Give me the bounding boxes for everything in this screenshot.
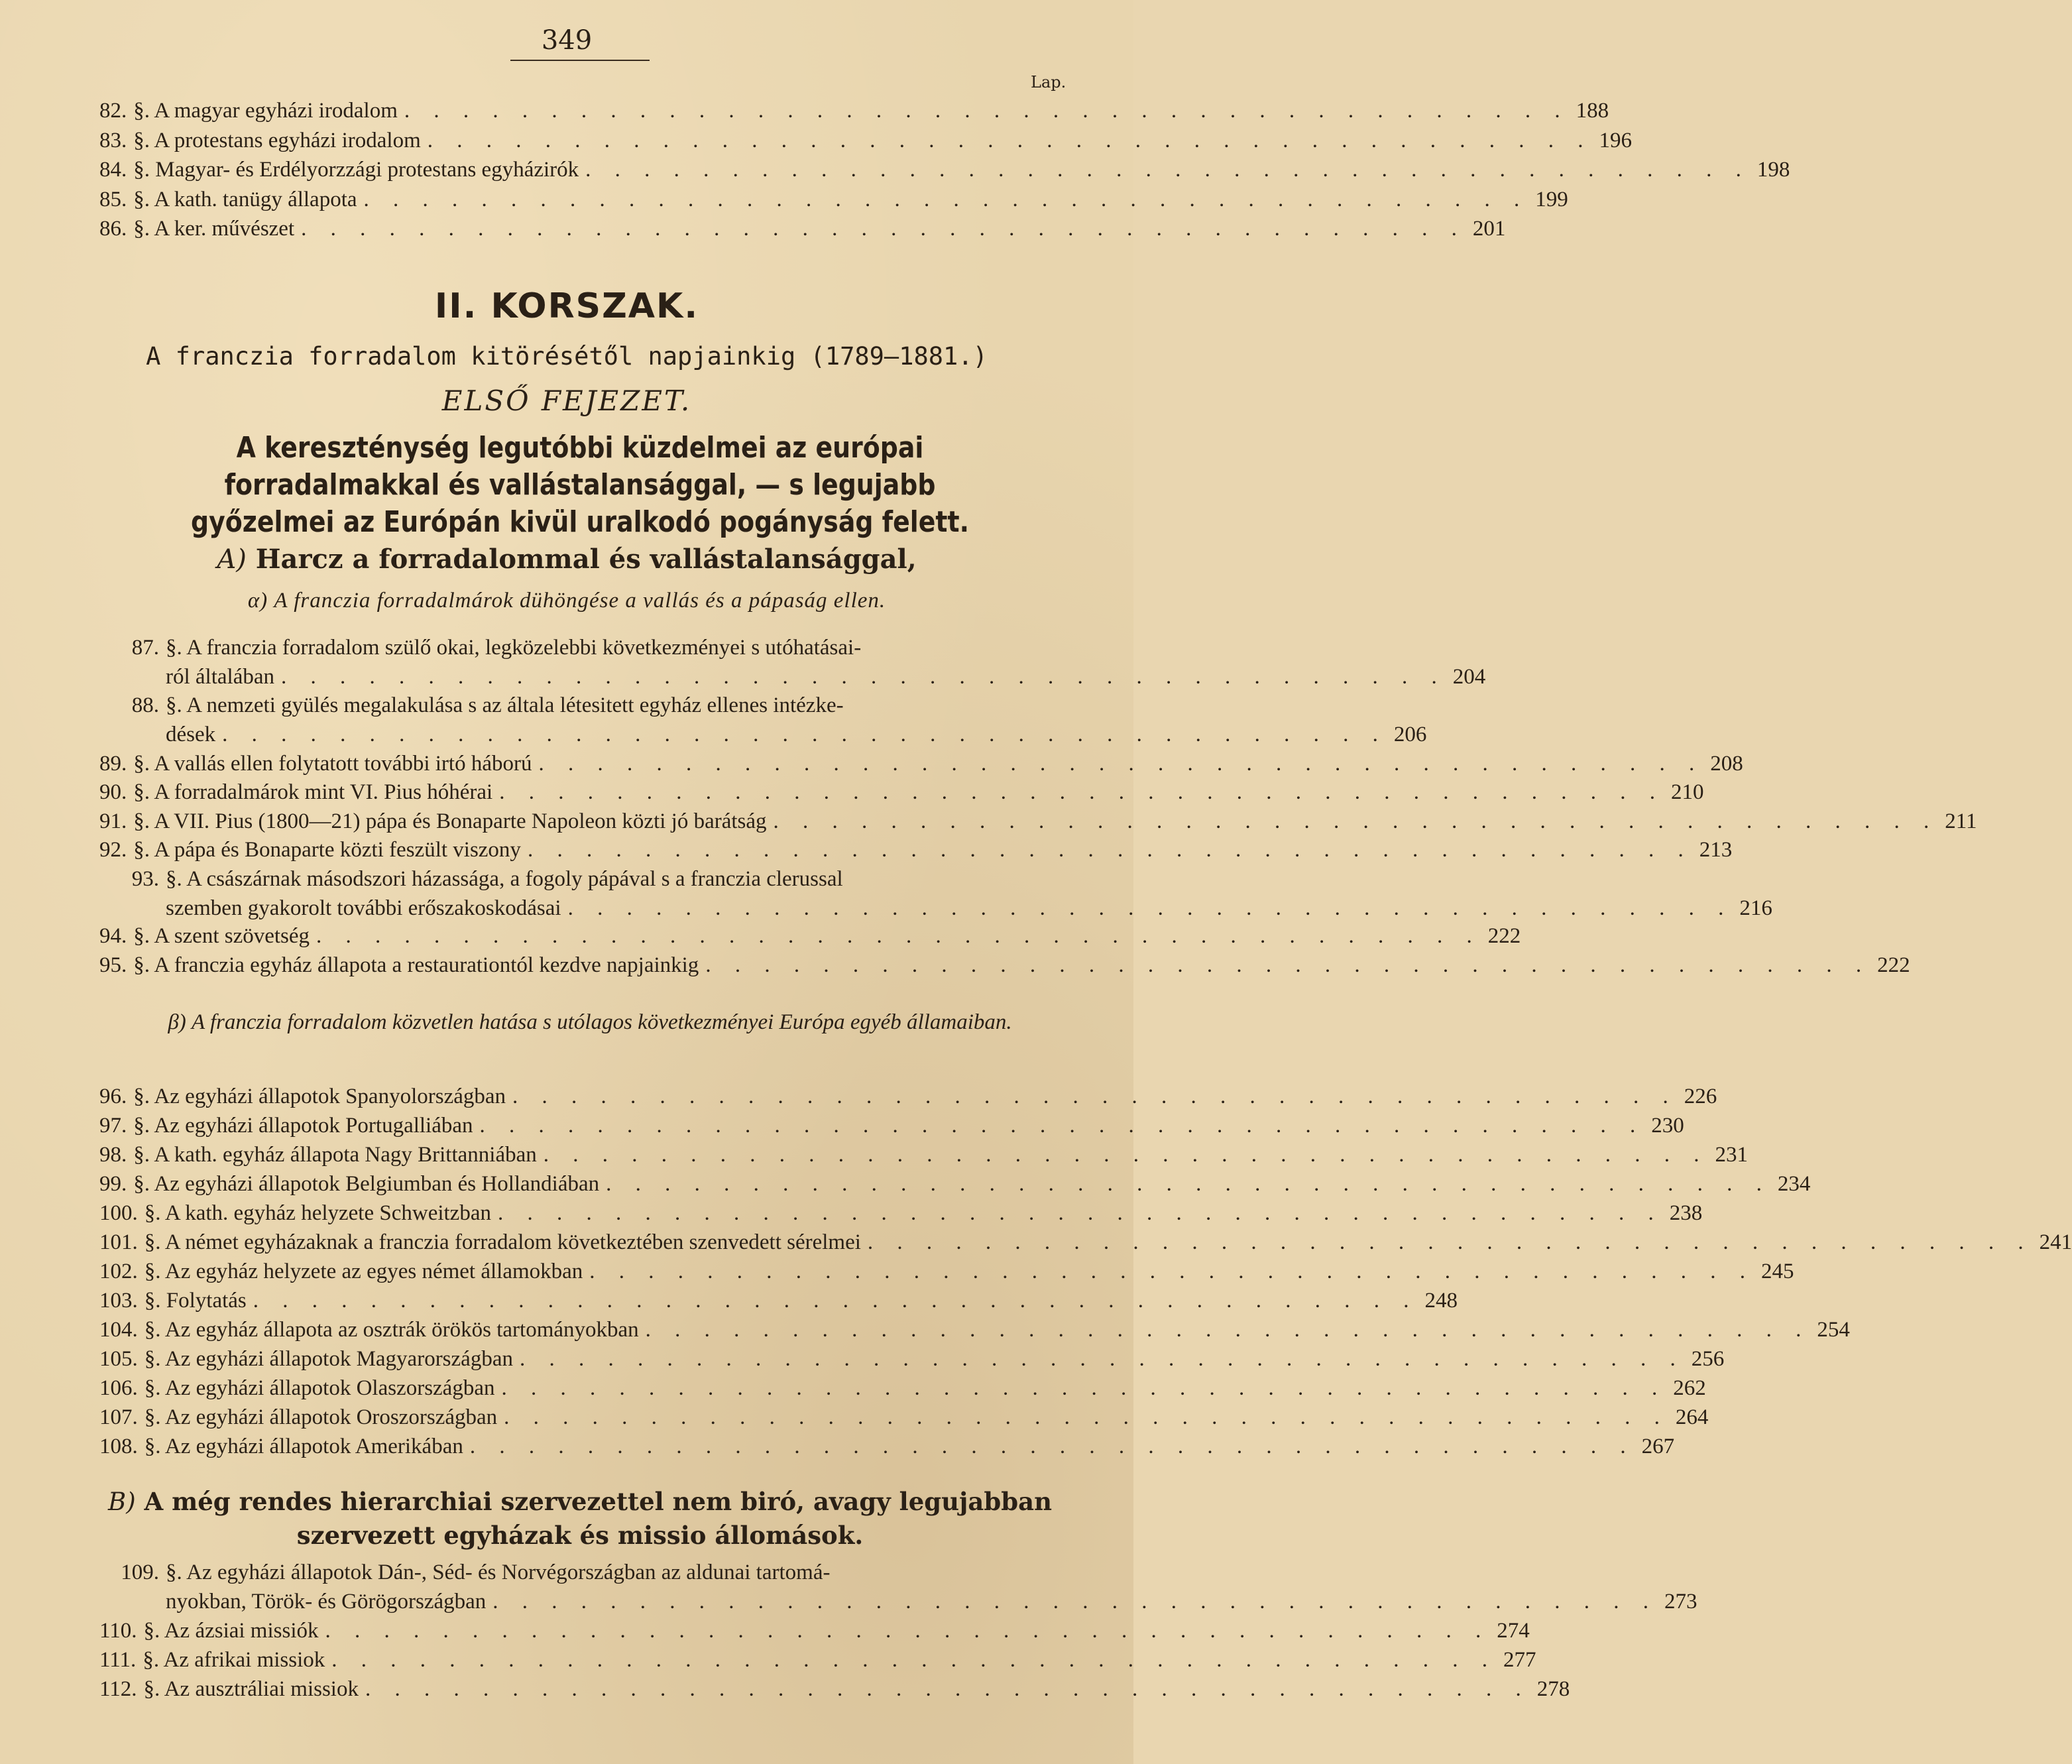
entry-number: 98. bbox=[99, 1143, 127, 1167]
entry-number: 87. bbox=[131, 636, 159, 660]
entry-number: 95. bbox=[99, 953, 127, 977]
entry-text: §. Az ázsiai missiók bbox=[143, 1619, 319, 1643]
entry-text-continuation: szemben gyakorolt további erőszakoskodásai bbox=[166, 896, 561, 920]
entry-text: §. Az ausztráliai missiok bbox=[143, 1677, 359, 1701]
entry-page: 230 bbox=[1651, 1114, 1684, 1138]
toc-entry bbox=[99, 807, 1977, 836]
entry-page: 245 bbox=[1761, 1260, 1794, 1283]
entry-number: 104. bbox=[99, 1318, 138, 1342]
entry-text: §. A protestans egyházi irodalom bbox=[133, 129, 421, 152]
leader-dots: . . . . . . . . . . . . . . . . . . . . . . . . . . . . . . . . . . . . . . . . bbox=[331, 1648, 1497, 1672]
entry-number: 99. bbox=[99, 1172, 127, 1196]
leader-dots: . . . . . . . . . . . . . . . . . . . . . . . . . . . . . . . . . . . . . . . . bbox=[469, 1435, 1635, 1458]
leader-dots: . . . . . . . . . . . . . . . . . . . . . . . . . . . . . . . . . . . . . . . . bbox=[645, 1318, 1811, 1342]
toc-entry bbox=[99, 1675, 1570, 1704]
toc-entry bbox=[99, 126, 1632, 155]
entry-page: 248 bbox=[1424, 1289, 1458, 1313]
entry-number: 101. bbox=[99, 1230, 138, 1254]
subsection-beta-heading: β) A franczia forradalom közvetlen hatása s utólagos következményei Európa egyéb államaiban. bbox=[168, 1010, 1012, 1034]
entry-text: §. Az egyházi állapotok Spanyolországban bbox=[133, 1085, 506, 1108]
toc-entry bbox=[99, 835, 1733, 864]
entry-text: §. Az egyházi állapotok Belgiumban és Hollandiában bbox=[133, 1172, 600, 1196]
leader-dots: . . . . . . . . . . . . . . . . . . . . . . . . . . . . . . . . . . . . . . . . bbox=[492, 1590, 1658, 1614]
entry-text: §. Az egyházi állapotok Magyarországban bbox=[144, 1347, 513, 1371]
entry-text: §. A VII. Pius (1800—21) pápa és Bonaparte Napoleon közti jó barátság bbox=[133, 809, 767, 833]
entry-text: §. Az egyház állapota az osztrák örökös tartományokban bbox=[144, 1318, 639, 1342]
entry-number: 112. bbox=[99, 1677, 137, 1701]
leader-dots: . . . . . . . . . . . . . . . . . . . . . . . . . . . . . . . . . . . . . . . . bbox=[479, 1114, 1645, 1138]
entry-number: 105. bbox=[99, 1347, 138, 1371]
entry-text: §. A császárnak másodszori házassága, a fogoly pápával s a franczia clerussal bbox=[166, 867, 843, 891]
entry-page: 208 bbox=[1710, 752, 1743, 776]
toc-entry bbox=[99, 1169, 1811, 1199]
section-b-title: A még rendes hierarchiai szervezettel nem biró, avagy legujabban szervezett egyházak és missio állomások. bbox=[144, 1487, 1052, 1550]
entry-page: 199 bbox=[1535, 188, 1568, 211]
entry-text: §. A magyar egyházi irodalom bbox=[133, 99, 398, 123]
leader-dots: . . . . . . . . . . . . . . . . . . . . . . . . . . . . . . . . . . . . . . . . bbox=[253, 1289, 1418, 1313]
section-b-letter: B) bbox=[108, 1488, 136, 1516]
section-b-heading bbox=[93, 1485, 1067, 1552]
entry-text: §. A kath. egyház helyzete Schweitzban bbox=[144, 1201, 491, 1225]
entry-number: 92. bbox=[99, 838, 127, 862]
toc-entry bbox=[99, 1111, 1684, 1140]
toc-entry bbox=[99, 1199, 1703, 1228]
section-a-heading bbox=[0, 544, 1133, 575]
entry-page: 273 bbox=[1664, 1590, 1698, 1614]
leader-dots: . . . . . . . . . . . . . . . . . . . . . . . . . . . . . . . . . . . . . . . . bbox=[365, 1677, 1530, 1701]
entry-text: §. A kath. tanügy állapota bbox=[133, 188, 357, 211]
entry-number: 82. bbox=[99, 99, 127, 123]
toc-entry bbox=[99, 214, 1506, 243]
toc-entry bbox=[99, 1616, 1530, 1645]
page-column-label: Lap. bbox=[1031, 73, 1066, 91]
leader-dots: . . . . . . . . . . . . . . . . . . . . . . . . . . . . . . . . . . . . . . . . bbox=[589, 1260, 1755, 1283]
entry-text: §. Az egyházi állapotok Olaszországban bbox=[144, 1376, 495, 1400]
toc-entry bbox=[99, 1558, 1698, 1616]
entry-number: 91. bbox=[99, 809, 127, 833]
entry-text: §. A német egyházaknak a franczia forradalom következtében szenvedett sérelmei bbox=[144, 1230, 861, 1254]
entry-page: 222 bbox=[1877, 953, 1910, 977]
subsection-alpha-heading: α) A franczia forradalmárok dühöngése a vallás és a pápaság ellen. bbox=[247, 589, 886, 613]
entry-number: 107. bbox=[99, 1405, 138, 1429]
leader-dots: . . . . . . . . . . . . . . . . . . . . . . . . . . . . . . . . . . . . . . . . bbox=[316, 924, 1481, 948]
entry-number: 109. bbox=[121, 1560, 159, 1584]
leader-dots: . . . . . . . . . . . . . . . . . . . . . . . . . . . . . . . . . . . . . . . . bbox=[773, 809, 1939, 833]
entry-page: 238 bbox=[1669, 1201, 1703, 1225]
korszak-subtitle: A franczia forradalom kitörésétől napjainkig (1789—1881.) bbox=[146, 342, 988, 371]
entry-number: 90. bbox=[99, 780, 127, 804]
entry-page: 241 bbox=[2039, 1230, 2072, 1254]
entry-text: §. Folytatás bbox=[144, 1289, 247, 1313]
entry-number: 103. bbox=[99, 1289, 138, 1313]
entry-text: §. A franczia forradalom szülő okai, legközelebbi következményei s utóhatásai- bbox=[166, 636, 862, 660]
leader-dots: . . . . . . . . . . . . . . . . . . . . . . . . . . . . . . . . . . . . . . . . bbox=[527, 838, 1693, 862]
entry-page: 256 bbox=[1691, 1347, 1725, 1371]
toc-entry bbox=[99, 633, 1486, 691]
toc-entry bbox=[99, 1432, 1675, 1461]
entry-text: §. Az egyházi állapotok Amerikában bbox=[144, 1435, 463, 1458]
entry-page: 231 bbox=[1715, 1143, 1748, 1167]
toc-entry bbox=[99, 1286, 1458, 1315]
entry-number: 84. bbox=[99, 158, 127, 182]
toc-entry bbox=[99, 951, 1910, 980]
entry-number: 86. bbox=[99, 217, 127, 241]
toc-entry bbox=[99, 155, 1790, 184]
section-a-letter: A) bbox=[217, 544, 247, 575]
toc-entry bbox=[99, 1315, 1850, 1344]
leader-dots: . . . . . . . . . . . . . . . . . . . . . . . . . . . . . . . . . . . . . . . . bbox=[519, 1347, 1685, 1371]
entry-text-continuation: dések bbox=[166, 723, 216, 746]
entry-text: §. Az egyházi állapotok Portugalliában bbox=[133, 1114, 473, 1138]
korszak-title: II. KORSZAK. bbox=[434, 286, 699, 326]
toc-entry bbox=[99, 1257, 1794, 1286]
entry-page: 206 bbox=[1393, 723, 1427, 746]
leader-dots: . . . . . . . . . . . . . . . . . . . . . . . . . . . . . . . . . . . . . . . . bbox=[499, 780, 1664, 804]
entry-number: 111. bbox=[99, 1648, 137, 1672]
toc-entry bbox=[99, 1374, 1706, 1403]
leader-dots: . . . . . . . . . . . . . . . . . . . . . . . . . . . . . . . . . . . . . . . . bbox=[427, 129, 1593, 152]
toc-entry bbox=[99, 96, 1609, 125]
leader-dots: . . . . . . . . . . . . . . . . . . . . . . . . . . . . . . . . . . . . . . . . bbox=[606, 1172, 1771, 1196]
entry-number: 85. bbox=[99, 188, 127, 211]
entry-text: §. A nemzeti gyülés megalakulása s az általa létesitett egyház ellenes intézke- bbox=[166, 693, 844, 717]
entry-number: 94. bbox=[99, 924, 127, 948]
toc-entry bbox=[99, 691, 1427, 749]
leader-dots: . . . . . . . . . . . . . . . . . . . . . . . . . . . . . . . . . . . . . . . . bbox=[281, 665, 1446, 689]
leader-dots: . . . . . . . . . . . . . . . . . . . . . . . . . . . . . . . . . . . . . . . . bbox=[705, 953, 1871, 977]
page-number-rule bbox=[510, 60, 650, 61]
entry-page: 188 bbox=[1576, 99, 1609, 123]
toc-entry bbox=[99, 1403, 1709, 1432]
entry-text: §. A szent szövetség bbox=[133, 924, 310, 948]
leader-dots: . . . . . . . . . . . . . . . . . . . . . . . . . . . . . . . . . . . . . . . . bbox=[567, 896, 1733, 920]
entry-page: 267 bbox=[1641, 1435, 1675, 1458]
toc-entry bbox=[99, 185, 1568, 214]
entry-page: 254 bbox=[1817, 1318, 1850, 1342]
entry-text: §. A vallás ellen folytatott további irtó háború bbox=[133, 752, 532, 776]
entry-page: 216 bbox=[1739, 896, 1772, 920]
entry-page: 211 bbox=[1945, 809, 1977, 833]
toc-entry bbox=[99, 1228, 2072, 1257]
entry-text: §. A forradalmárok mint VI. Pius hóhérai bbox=[133, 780, 493, 804]
entry-page: 278 bbox=[1536, 1677, 1570, 1701]
entry-text: §. Az egyház helyzete az egyes német államokban bbox=[144, 1260, 583, 1283]
leader-dots: . . . . . . . . . . . . . . . . . . . . . . . . . . . . . . . . . . . . . . . . bbox=[538, 752, 1704, 776]
entry-page: 234 bbox=[1777, 1172, 1811, 1196]
entry-number: 97. bbox=[99, 1114, 127, 1138]
entry-text: §. Az egyházi állapotok Dán-, Séd- és Norvégországban az aldunai tartomá- bbox=[166, 1560, 831, 1584]
leader-dots: . . . . . . . . . . . . . . . . . . . . . . . . . . . . . . . . . . . . . . . . bbox=[404, 99, 1570, 123]
entry-number: 88. bbox=[131, 693, 159, 717]
entry-page: 204 bbox=[1452, 665, 1486, 689]
leader-dots: . . . . . . . . . . . . . . . . . . . . . . . . . . . . . . . . . . . . . . . . bbox=[501, 1376, 1667, 1400]
entry-text: §. A pápa és Bonaparte közti feszült viszony bbox=[133, 838, 521, 862]
leader-dots: . . . . . . . . . . . . . . . . . . . . . . . . . . . . . . . . . . . . . . . . bbox=[301, 217, 1466, 241]
entry-text: §. A kath. egyház állapota Nagy Brittanniában bbox=[133, 1143, 537, 1167]
entry-number: 89. bbox=[99, 752, 127, 776]
leader-dots: . . . . . . . . . . . . . . . . . . . . . . . . . . . . . . . . . . . . . . . . bbox=[363, 188, 1529, 211]
entry-page: 226 bbox=[1684, 1085, 1717, 1108]
entry-page: 264 bbox=[1675, 1405, 1709, 1429]
entry-number: 106. bbox=[99, 1376, 138, 1400]
toc-entry bbox=[99, 1645, 1536, 1675]
section-a-title: Harcz a forradalommal és vallástalansággal, bbox=[255, 544, 917, 575]
leader-dots: . . . . . . . . . . . . . . . . . . . . . . . . . . . . . . . . . . . . . . . . bbox=[512, 1085, 1678, 1108]
leader-dots: . . . . . . . . . . . . . . . . . . . . . . . . . . . . . . . . . . . . . . . . bbox=[543, 1143, 1709, 1167]
toc-entry bbox=[99, 1344, 1725, 1374]
entry-page: 262 bbox=[1673, 1376, 1706, 1400]
toc-entry bbox=[99, 778, 1704, 807]
entry-page: 196 bbox=[1599, 129, 1632, 152]
entry-text: §. Az egyházi állapotok Oroszországban bbox=[144, 1405, 498, 1429]
entry-page: 210 bbox=[1670, 780, 1704, 804]
toc-entry bbox=[99, 864, 1772, 923]
entry-page: 198 bbox=[1756, 158, 1790, 182]
entry-text: §. Magyar- és Erdélyorzzági protestans egyházirók bbox=[133, 158, 579, 182]
leader-dots: . . . . . . . . . . . . . . . . . . . . . . . . . . . . . . . . . . . . . . . . bbox=[497, 1201, 1663, 1225]
toc-entry bbox=[99, 921, 1521, 951]
entry-page: 274 bbox=[1497, 1619, 1530, 1643]
leader-dots: . . . . . . . . . . . . . . . . . . . . . . . . . . . . . . . . . . . . . . . . bbox=[867, 1230, 2033, 1254]
entry-number: 93. bbox=[131, 867, 159, 891]
entry-text-continuation: nyokban, Török- és Görögországban bbox=[166, 1590, 487, 1614]
page-number: 349 bbox=[541, 25, 593, 56]
entry-number: 102. bbox=[99, 1260, 138, 1283]
entry-number: 108. bbox=[99, 1435, 138, 1458]
entry-text: §. A ker. művészet bbox=[133, 217, 295, 241]
entry-number: 83. bbox=[99, 129, 127, 152]
entry-text: §. Az afrikai missiok bbox=[143, 1648, 325, 1672]
entry-number: 96. bbox=[99, 1085, 127, 1108]
leader-dots: . . . . . . . . . . . . . . . . . . . . . . . . . . . . . . . . . . . . . . . . bbox=[222, 723, 1387, 746]
toc-entry bbox=[99, 1082, 1717, 1111]
leader-dots: . . . . . . . . . . . . . . . . . . . . . . . . . . . . . . . . . . . . . . . . bbox=[325, 1619, 1491, 1643]
entry-number: 110. bbox=[99, 1619, 137, 1643]
entry-text: §. A franczia egyház állapota a restaurationtól kezdve napjainkig bbox=[133, 953, 699, 977]
chapter-label: ELSŐ FEJEZET. bbox=[441, 384, 692, 417]
chapter-title: A kereszténység legutóbbi küzdelmei az európai forradalmakkal és vallástalansággal, — s legujabb győzelmei az Európán kivül uralkodó pogányság felett. bbox=[191, 431, 969, 539]
toc-entry bbox=[99, 1140, 1748, 1169]
entry-page: 277 bbox=[1503, 1648, 1536, 1672]
entry-number: 100. bbox=[99, 1201, 138, 1225]
entry-page: 213 bbox=[1699, 838, 1733, 862]
entry-text-continuation: ról általában bbox=[166, 665, 275, 689]
entry-page: 222 bbox=[1487, 924, 1521, 948]
leader-dots: . . . . . . . . . . . . . . . . . . . . . . . . . . . . . . . . . . . . . . . . bbox=[504, 1405, 1669, 1429]
leader-dots: . . . . . . . . . . . . . . . . . . . . . . . . . . . . . . . . . . . . . . . . bbox=[585, 158, 1751, 182]
toc-entry bbox=[99, 749, 1743, 778]
entry-page: 201 bbox=[1472, 217, 1506, 241]
